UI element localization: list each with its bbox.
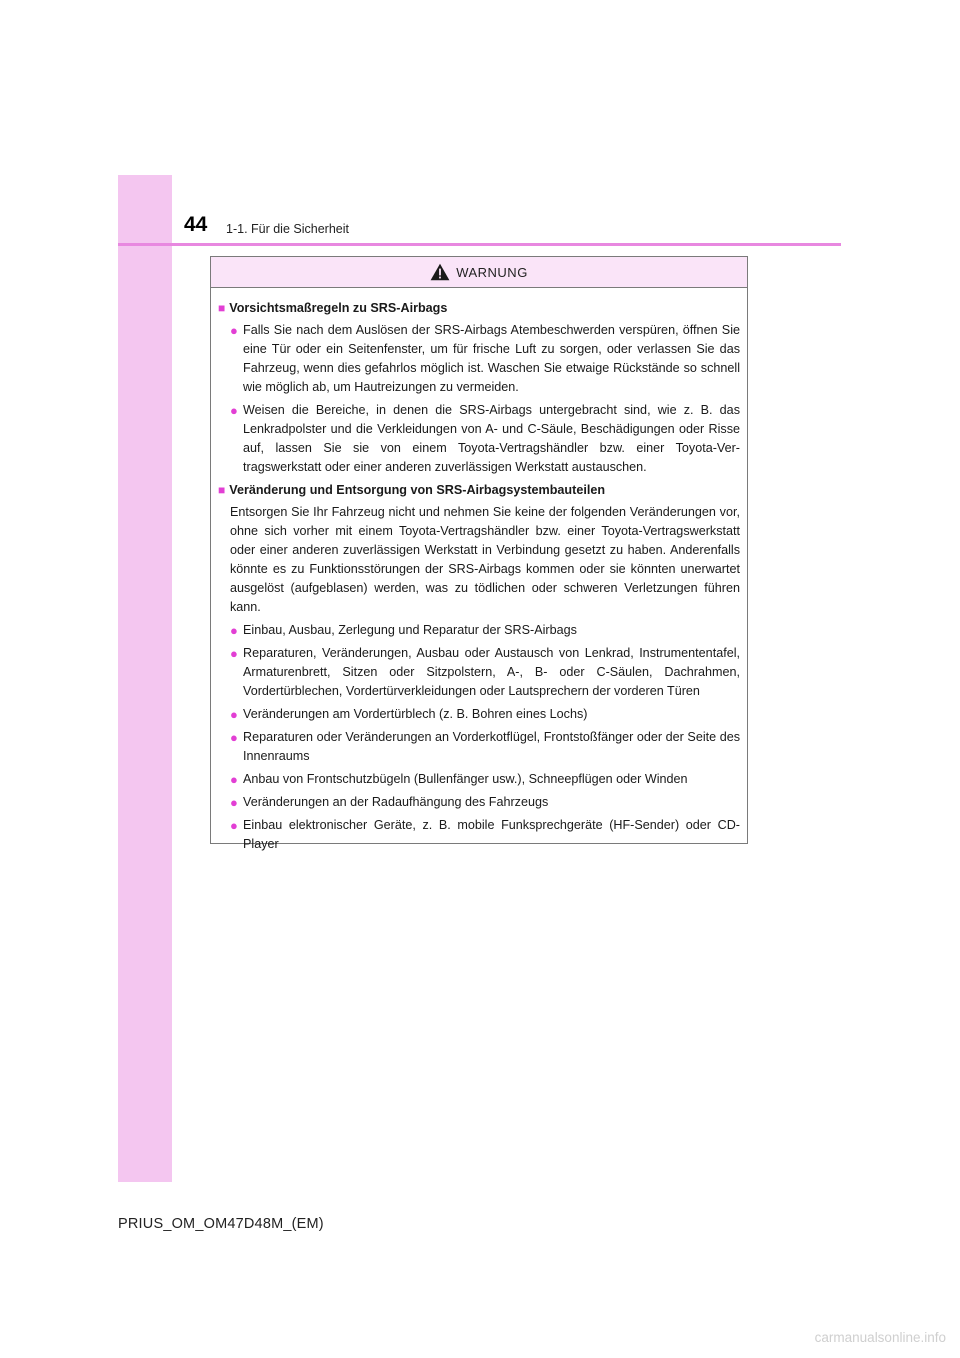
warning-triangle-icon (430, 263, 450, 281)
list-item-text: Falls Sie nach dem Auslösen der SRS-Airbags Atembeschwerden verspüren, öffnen Sie eine Tür oder ein Seitenfenster, um für frische Luft zu sorgen, oder verlassen Sie das Fahrzeug, wenn dies gefahrlos möglich ist. Waschen Sie etwaige Rückstände so schnell wie möglich ab, um Hautreizungen zu vermeiden. (243, 323, 740, 394)
list-item-text: Reparaturen oder Veränderungen an Vorderkotflügel, Frontstoßfänger oder der Seite des Innenraums (243, 730, 740, 763)
list-item (218, 728, 740, 766)
circle-bullet-icon: ● (230, 646, 238, 661)
circle-bullet-icon: ● (230, 795, 238, 810)
list-item (218, 770, 740, 789)
square-bullet-icon: ■ (218, 483, 226, 497)
warning-label: WARNUNG (456, 264, 528, 280)
warning-header (211, 257, 747, 288)
list-item (218, 816, 740, 854)
heading-text: Vorsichtsmaßregeln zu SRS-Airbags (229, 301, 448, 315)
list-item (218, 644, 740, 701)
watermark[interactable]: carmanualsonline.info (814, 1330, 946, 1345)
section-heading-airbag-precautions (218, 299, 740, 318)
section-intro: Entsorgen Sie Ihr Fahrzeug nicht und nehmen Sie keine der folgenden Veränderungen vor, ohne sich vorher mit einem Toyota-Vertragshändler bzw. einer Toyota-Vertragswerkstatt oder einer anderen zuverlässigen Werkstatt in Verbindung gesetzt zu haben. Anderenfalls könnte es zu Funktionsstörungen der SRS-Airbags kommen oder sie könnten unerwartet ausgelöst (aufgeblasen) werden, was zu tödlichen oder schweren Verletzungen führen kann. (230, 505, 740, 614)
circle-bullet-icon: ● (230, 818, 238, 833)
list-item-text: Einbau elektronischer Geräte, z. B. mobile Funksprechgeräte (HF-Sender) oder CD-Player (243, 818, 740, 851)
list-item (218, 621, 740, 640)
circle-bullet-icon: ● (230, 623, 238, 638)
page-number: 44 (184, 213, 208, 236)
square-bullet-icon: ■ (218, 301, 226, 315)
list-item (218, 793, 740, 812)
list-item (218, 401, 740, 477)
list-item-text: Reparaturen, Veränderungen, Ausbau oder Austausch von Lenkrad, Instrumententafel, Armaturenbrett, Sitzen oder Sitzpolstern, A-, B- oder C-Säulen, Dachrahmen, Vordertürblechen, Vordertürverkleidungen oder Lautsprechern der vorderen Türen (243, 646, 740, 698)
circle-bullet-icon: ● (230, 403, 238, 418)
list-item-text: Weisen die Bereiche, in denen die SRS-Airbags untergebracht sind, wie z. B. das Lenkradpolster und die Verkleidungen von A- und C-Säule, Beschädigungen oder Risse auf, lassen Sie sie von einem Toyota-Vertragshändler bzw. einer Toyota-Vertragswerkstatt oder einer anderen zuverlässigen Werkstatt austauschen. (243, 403, 740, 474)
section-heading-airbag-modification (218, 481, 740, 500)
circle-bullet-icon: ● (230, 772, 238, 787)
heading-text: Veränderung und Entsorgung von SRS-Airbagsystembauteilen (229, 483, 606, 497)
header-rule (118, 243, 841, 246)
warning-box (210, 256, 748, 851)
warning-body (211, 288, 747, 854)
list-item (218, 321, 740, 397)
list-item-text: Einbau, Ausbau, Zerlegung und Reparatur der SRS-Airbags (243, 623, 577, 637)
circle-bullet-icon: ● (230, 730, 238, 745)
list-item-text: Veränderungen am Vordertürblech (z. B. Bohren eines Lochs) (243, 707, 588, 721)
circle-bullet-icon: ● (230, 323, 238, 338)
list-item-text: Anbau von Frontschutzbügeln (Bullenfänger usw.), Schneepflügen oder Winden (243, 772, 688, 786)
list-item-text: Veränderungen an der Radaufhängung des Fahrzeugs (243, 795, 549, 809)
circle-bullet-icon: ● (230, 707, 238, 722)
section-title: 1-1. Für die Sicherheit (226, 222, 349, 236)
list-item (218, 705, 740, 724)
side-tab-band (118, 175, 172, 1182)
document-code: PRIUS_OM_OM47D48M_(EM) (118, 1216, 324, 1232)
